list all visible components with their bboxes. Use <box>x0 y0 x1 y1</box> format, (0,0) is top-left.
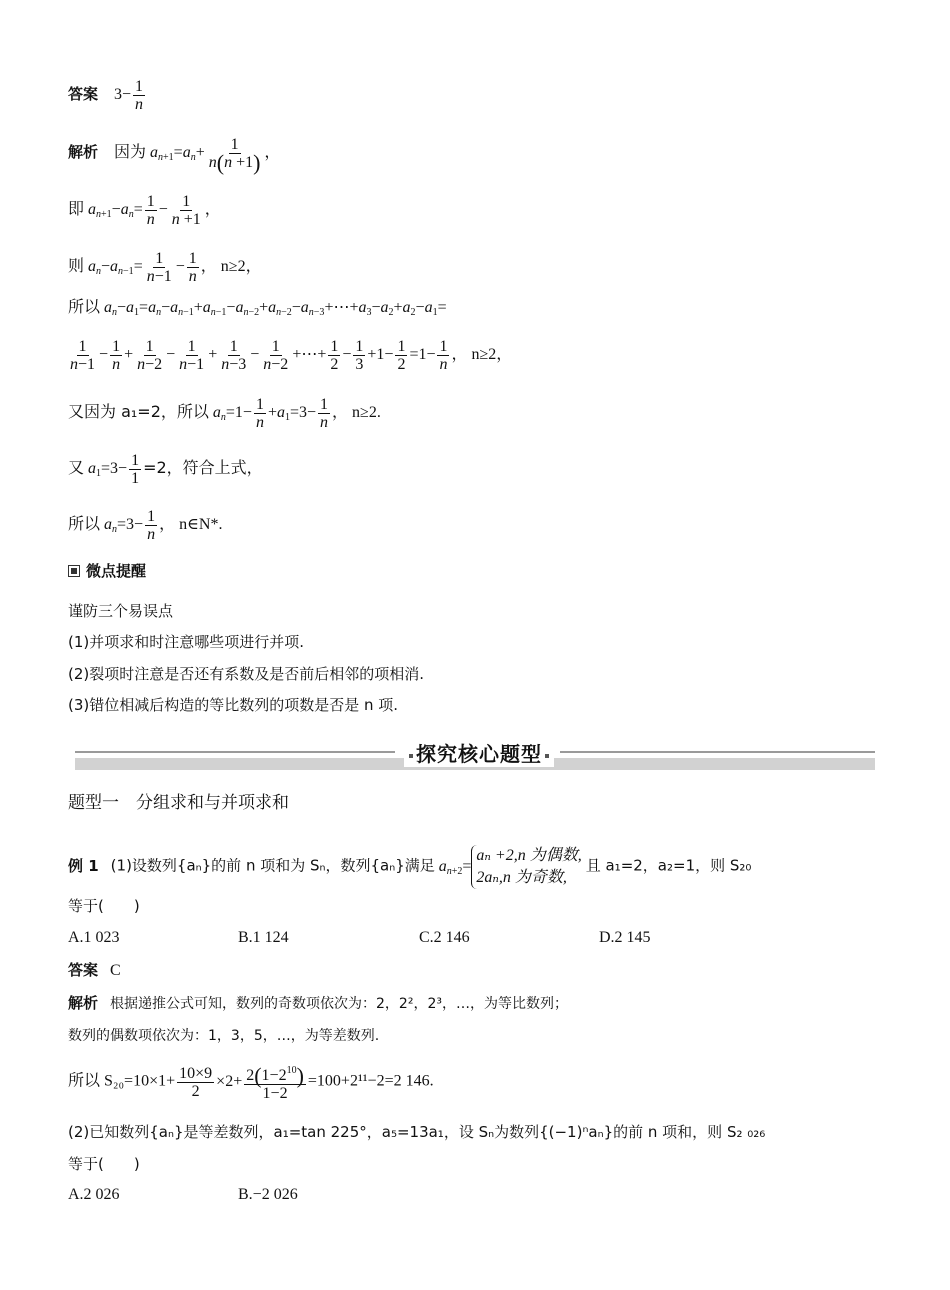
formula-recurrence: $a_{n+1}=a_n+$ $\frac{1}{n(n +1)}$ ， <box>150 136 281 175</box>
tip-item: (3)错位相减后构造的等比数列的项数是否是 n 项. <box>68 696 399 714</box>
option-b[interactable]: B.−2 026 <box>238 1186 298 1203</box>
example-1-part-2: (2)已知数列{aₙ}是等差数列，a₁=tan 225°，a₅=13a₁，设 Sₙ为数列{(−1)ⁿaₙ}的前 n 项和，则 S₂ ₀₂₆ <box>68 1123 766 1141</box>
answer-line <box>68 78 147 113</box>
banner <box>404 738 554 767</box>
formula-an-general: $a_n=1-$ $\frac{1}{n}$ $+a_1=3-$ $\frac{1}{n}$ ， <box>212 396 349 431</box>
analysis-line-2: 即 $a_{n+1}-a_n=$ $\frac{1}{n}$ − $\frac{1}{n +1}$ ， <box>68 193 221 228</box>
example-1-ask: 等于( ) <box>68 897 140 915</box>
example-1-answer: 答案 C <box>68 961 121 979</box>
answer-fraction: $\frac{1}{n}$ <box>135 78 144 113</box>
formula-telescoping-expansion: $\frac{1}{n-1}$ − $\frac{1}{n}$ + $\frac{1}{n-2}$ − $\frac{1}{n-1}$ + $\frac{1}{n-3}$ − $\frac{1}{n-2}$ +⋯+ $\frac{1}{2}$ − $\frac{1}{3}$ +1− $\frac{1}{2}$ =1− $\frac{1}{n}$ ， <box>70 338 468 373</box>
formula-an-final: $a_n=3-$ $\frac{1}{n}$ ， <box>104 508 176 543</box>
formula-difference: $a_{n+1}-a_n=$ $\frac{1}{n}$ − $\frac{1}{n +1}$ ， <box>88 193 221 228</box>
formula-sum-fractions: $\frac{10\times 9}{2}$ ×2+ $\frac{2(1-2^{10})}{1-2}$ <box>179 1063 304 1102</box>
analysis-label: 解析 <box>68 143 99 162</box>
tip-intro: 谨防三个易误点 <box>68 602 174 620</box>
example-label: 例 1 <box>68 856 99 875</box>
option-c[interactable]: C.2 146 <box>419 929 470 946</box>
example-1-part-2-ask: 等于( ) <box>68 1155 140 1173</box>
formula-telescoping-sum: $a_n-a_1=a_n-a_{n-1}+a_{n-1}-a_{n-2}+a_{n-2}-a_{n-3}+\cdots+a_3-a_2+a_2-a_1=$ <box>104 299 447 318</box>
piecewise-brace: aₙ +2,n 为偶数, 2aₙ,n 为奇数, <box>471 845 581 889</box>
tip-heading <box>68 561 146 581</box>
banner-title: 探究核心题型 <box>416 742 542 766</box>
example-1-analysis-2: 数列的偶数项依次为：1，3，5，…，为等差数列. <box>68 1028 380 1044</box>
analysis-line-7: 又 $a_1=3-$ $\frac{1}{1}$ =2，符合上式， <box>68 452 263 487</box>
banner-dot-icon <box>545 754 549 758</box>
banner-dot-icon <box>409 754 413 758</box>
section-title: 题型一 分组求和与并项求和 <box>68 793 289 813</box>
analysis-line-5: $\frac{1}{n-1}$ − $\frac{1}{n}$ + $\frac{1}{n-2}$ − $\frac{1}{n-1}$ + $\frac{1}{n-3}$ − $\frac{1}{n-2}$ +⋯+ $\frac{1}{2}$ − $\frac{1}{3}$ +1− $\frac{1}{2}$ =1− $\frac{1}{n}$ ， n≥2， <box>66 338 512 373</box>
banner-rule-right <box>560 751 875 753</box>
analysis-line-8: 所以 $a_n=3-$ $\frac{1}{n}$ ， n∈N*. <box>68 508 223 543</box>
answer-choice: C <box>110 962 121 979</box>
banner-rule-left <box>75 751 395 753</box>
option-a[interactable]: A.1 023 <box>68 929 120 946</box>
formula-difference-shifted: $a_n-a_{n-1}=$ $\frac{1}{n-1}$ − $\frac{1}{n}$ ， <box>88 250 217 285</box>
example-1-line-1: 例 1 (1)设数列{aₙ}的前 n 项和为 Sₙ，数列{aₙ}满足 $a_{n+2}=a_n +2,n$ 为偶数, 2aₙ,n 为奇数, 且 a₁=2，a₂=1，则 S₂₀ <box>68 845 751 889</box>
tip-square-icon <box>68 565 80 577</box>
analysis-line-6: 又因为 a₁=2，所以 $a_n=1-$ $\frac{1}{n}$ $+a_1=3-$ $\frac{1}{n}$ ， n≥2. <box>68 396 381 431</box>
tip-item: (2)裂项时注意是否还有系数及是否前后相邻的项相消. <box>68 665 425 683</box>
analysis-line-4: 所以 $a_n-a_1=a_n-a_{n-1}+a_{n-1}-a_{n-2}+a_{n-2}-a_{n-3}+\cdots+a_3-a_2+a_2-a_1=$ <box>68 297 447 318</box>
formula-a1-check: $a_1=3-$ $\frac{1}{1}$ <box>88 452 140 487</box>
example-1-analysis-3: 所以 S₂₀=10×1+ $\frac{10\times 9}{2}$ ×2+ $\frac{2(1-2^{10})}{1-2}$ =100+2¹¹−2=2 146. <box>68 1063 434 1102</box>
option-b[interactable]: B.1 124 <box>238 929 289 946</box>
formula-piecewise: $a_{n+2}=a_n +2,n$ 为偶数, 2aₙ,n 为奇数, <box>439 858 582 875</box>
answer-value: 3− <box>114 86 132 104</box>
answer-label: 答案 <box>68 85 99 104</box>
example-1-analysis-1: 解析 根据递推公式可知，数列的奇数项依次为：2，2²，2³，…，为等比数列； <box>68 994 568 1012</box>
analysis-line-1: 解析 因为 $a_{n+1}=a_n+$ $\frac{1}{n(n +1)}$ ， <box>68 136 281 175</box>
tip-item: (1)并项求和时注意哪些项进行并项. <box>68 633 305 651</box>
option-a[interactable]: A.2 026 <box>68 1186 120 1203</box>
analysis-line-3: 则 $a_n-a_{n-1}=$ $\frac{1}{n-1}$ − $\frac{1}{n}$ ， n≥2， <box>68 250 262 285</box>
option-d[interactable]: D.2 145 <box>599 929 651 946</box>
tip-title: 微点提醒 <box>86 562 147 580</box>
